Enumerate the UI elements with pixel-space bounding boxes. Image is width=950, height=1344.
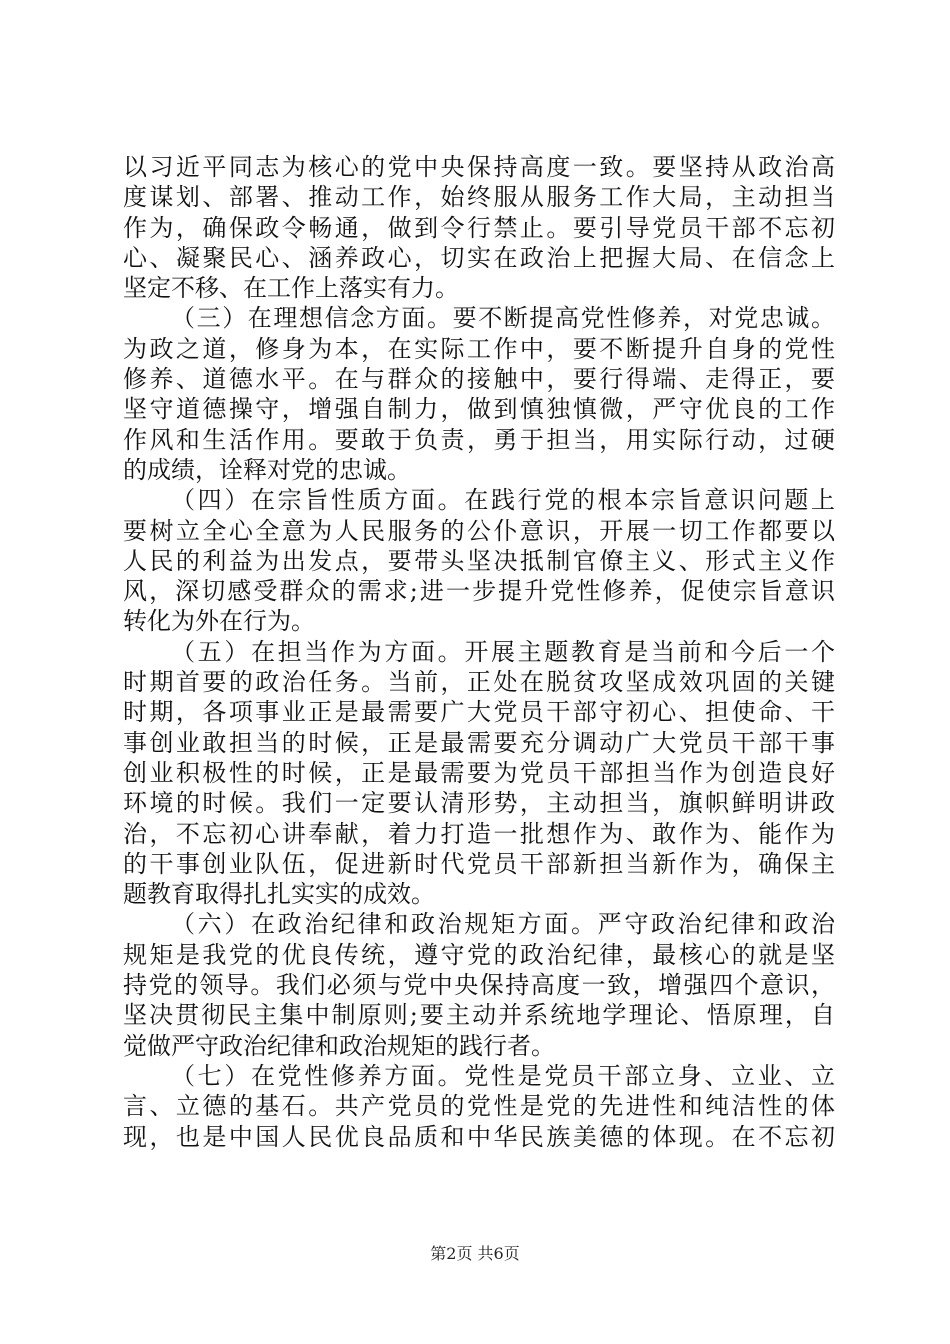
- text-line: 为政之道，修身为本，在实际工作中，要不断提升自身的党性: [123, 334, 835, 363]
- text-line: 人民的利益为出发点，要带头坚决抵制官僚主义、形式主义作: [123, 546, 835, 575]
- text-line: 现，也是中国人民优良品质和中华民族美德的体现。在不忘初: [123, 1122, 835, 1151]
- text-line: 风，深切感受群众的需求;进一步提升党性修养，促使宗旨意识: [123, 577, 835, 606]
- text-line: 坚守道德操守，增强自制力，做到慎独慎微，严守优良的工作: [123, 395, 835, 424]
- page-footer: 第2页 共6页: [430, 1244, 520, 1263]
- text-line: 时期首要的政治任务。当前，正处在脱贫攻坚成效巩固的关键: [123, 668, 835, 697]
- text-line: 题教育取得扎扎实实的成效。: [123, 880, 435, 909]
- text-line: 作为，确保政令畅通，做到令行禁止。要引导党员干部不忘初: [123, 213, 835, 242]
- text-line: 坚决贯彻民主集中制原则;要主动并系统地学理论、悟原理，自: [123, 1001, 835, 1030]
- text-line: 转化为外在行为。: [123, 607, 315, 636]
- text-line: 环境的时候。我们一定要认清形势，主动担当，旗帜鲜明讲政: [123, 789, 835, 818]
- text-line: 以习近平同志为核心的党中央保持高度一致。要坚持从政治高: [123, 153, 835, 181]
- text-line: 时期，各项事业正是最需要广大党员干部守初心、担使命、干: [123, 698, 835, 727]
- text-line: 坚定不移、在工作上落实有力。: [123, 274, 459, 303]
- text-line: 觉做严守政治纪律和政治规矩的践行者。: [123, 1031, 555, 1060]
- text-line: 事创业敢担当的时候，正是最需要充分调动广大党员干部干事: [123, 728, 835, 757]
- text-line: 的干事创业队伍，促进新时代党员干部新担当新作为，确保主: [123, 849, 835, 878]
- paragraph-first-line: （六）在政治纪律和政治规矩方面。严守政治纪律和政治: [171, 910, 835, 939]
- text-line: 的成绩，诠释对党的忠诚。: [123, 455, 411, 484]
- text-line: 度谋划、部署、推动工作，始终服从服务工作大局，主动担当: [123, 183, 835, 212]
- text-line: 创业积极性的时候，正是最需要为党员干部担当作为创造良好: [123, 758, 835, 787]
- text-line: 作风和生活作用。要敢于负责，勇于担当，用实际行动，过硬: [123, 425, 835, 454]
- body-text: [123, 152, 835, 1152]
- text-line: 要树立全心全意为人民服务的公仆意识，开展一切工作都要以: [123, 516, 835, 545]
- text-line: 持党的领导。我们必须与党中央保持高度一致，增强四个意识，: [123, 971, 835, 1000]
- text-line: 治，不忘初心讲奉献，着力打造一批想作为、敢作为、能作为: [123, 819, 835, 848]
- text-line: 言、立德的基石。共产党员的党性是党的先进性和纯洁性的体: [123, 1092, 835, 1121]
- paragraph-first-line: （五）在担当作为方面。开展主题教育是当前和今后一个: [171, 637, 835, 666]
- text-line: 修养、道德水平。在与群众的接触中，要行得端、走得正，要: [123, 365, 835, 394]
- paragraph-first-line: （四）在宗旨性质方面。在践行党的根本宗旨意识问题上: [171, 486, 835, 515]
- paragraph-first-line: （三）在理想信念方面。要不断提高党性修养，对党忠诚。: [171, 304, 835, 333]
- text-line: 规矩是我党的优良传统，遵守党的政治纪律，最核心的就是坚: [123, 940, 835, 969]
- text-line: 心、凝聚民心、涵养政心，切实在政治上把握大局、在信念上: [123, 243, 835, 272]
- paragraph-first-line: （七）在党性修养方面。党性是党员干部立身、立业、立: [171, 1061, 835, 1090]
